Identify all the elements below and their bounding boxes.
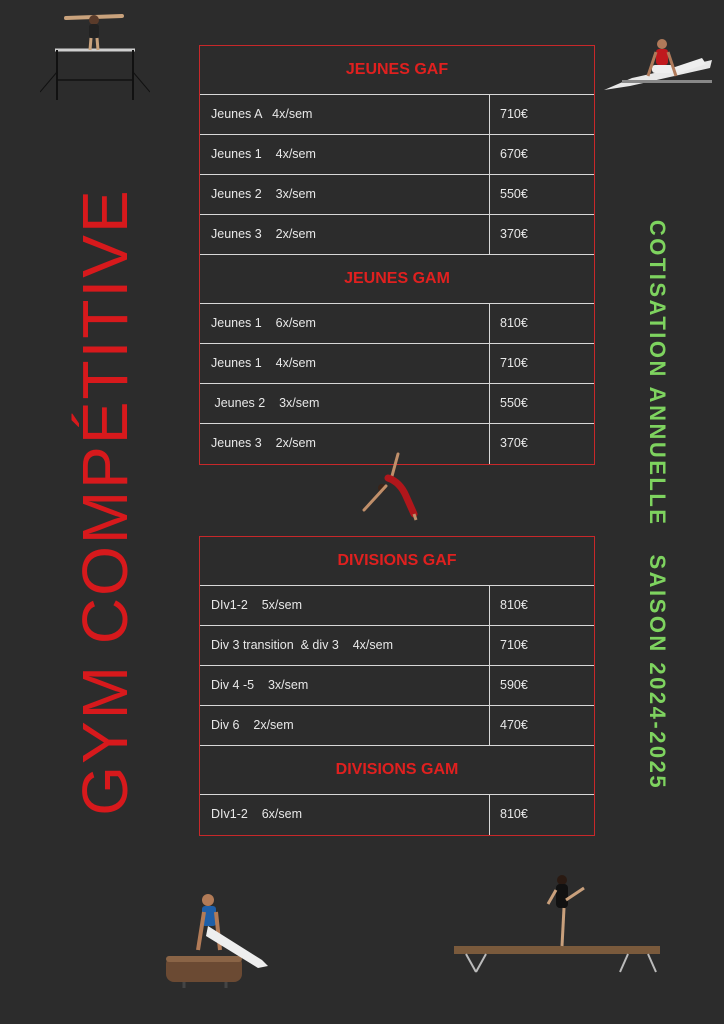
table-row xyxy=(200,666,594,706)
table-divisions xyxy=(199,536,595,836)
table-jeunes xyxy=(199,45,595,465)
table-row xyxy=(200,304,594,344)
row-price: 710€ xyxy=(500,638,528,652)
row-label: Div 4 -5 3x/sem xyxy=(200,666,490,705)
row-price: 590€ xyxy=(500,678,528,692)
section-header-divisions-gam: DIVISIONS GAM xyxy=(200,746,594,795)
table-row xyxy=(200,706,594,746)
table-row xyxy=(200,135,594,175)
gymnast-pommel-horse-icon xyxy=(602,30,714,100)
row-price: 710€ xyxy=(500,107,528,121)
row-price: 370€ xyxy=(500,436,528,450)
row-price: 710€ xyxy=(500,356,528,370)
gymnast-balance-beam-icon xyxy=(452,870,664,976)
section-header-jeunes-gam: JEUNES GAM xyxy=(200,255,594,304)
gymnast-high-bar-icon xyxy=(40,10,150,102)
row-price: 810€ xyxy=(500,598,528,612)
table-row xyxy=(200,95,594,135)
row-label: Jeunes 1 4x/sem xyxy=(200,135,490,174)
row-price: 470€ xyxy=(500,718,528,732)
page-title: GYM COMPÉTITIVE xyxy=(69,188,141,816)
row-price: 670€ xyxy=(500,147,528,161)
section-header-jeunes-gaf: JEUNES GAF xyxy=(200,46,594,95)
row-price: 810€ xyxy=(500,807,528,821)
subtitle-cotisation: COTISATION ANNUELLE xyxy=(645,219,670,527)
season-subtitle xyxy=(642,165,672,845)
table-row xyxy=(200,384,594,424)
row-label: Jeunes 2 3x/sem xyxy=(200,175,490,214)
row-price: 370€ xyxy=(500,227,528,241)
row-label: Jeunes 2 3x/sem xyxy=(200,384,490,423)
table-row xyxy=(200,626,594,666)
table-row xyxy=(200,795,594,835)
row-label: DIv1-2 6x/sem xyxy=(200,795,490,835)
table-row xyxy=(200,175,594,215)
row-price: 810€ xyxy=(500,316,528,330)
row-label: Jeunes 1 4x/sem xyxy=(200,344,490,383)
row-label: Jeunes 1 6x/sem xyxy=(200,304,490,343)
row-label: Jeunes 3 2x/sem xyxy=(200,424,490,464)
row-price: 550€ xyxy=(500,396,528,410)
subtitle-season: SAISON 2024-2025 xyxy=(645,554,670,791)
row-price: 550€ xyxy=(500,187,528,201)
table-row xyxy=(200,586,594,626)
row-label: Div 6 2x/sem xyxy=(200,706,490,745)
gymnast-pommel-horse-male-icon xyxy=(162,890,274,990)
section-header-divisions-gaf: DIVISIONS GAF xyxy=(200,537,594,586)
row-label: Jeunes 3 2x/sem xyxy=(200,215,490,254)
table-row xyxy=(200,215,594,255)
row-label: Jeunes A 4x/sem xyxy=(200,95,490,134)
gymnast-floor-icon xyxy=(358,452,424,522)
row-label: DIv1-2 5x/sem xyxy=(200,586,490,625)
row-label: Div 3 transition & div 3 4x/sem xyxy=(200,626,490,665)
table-row xyxy=(200,344,594,384)
